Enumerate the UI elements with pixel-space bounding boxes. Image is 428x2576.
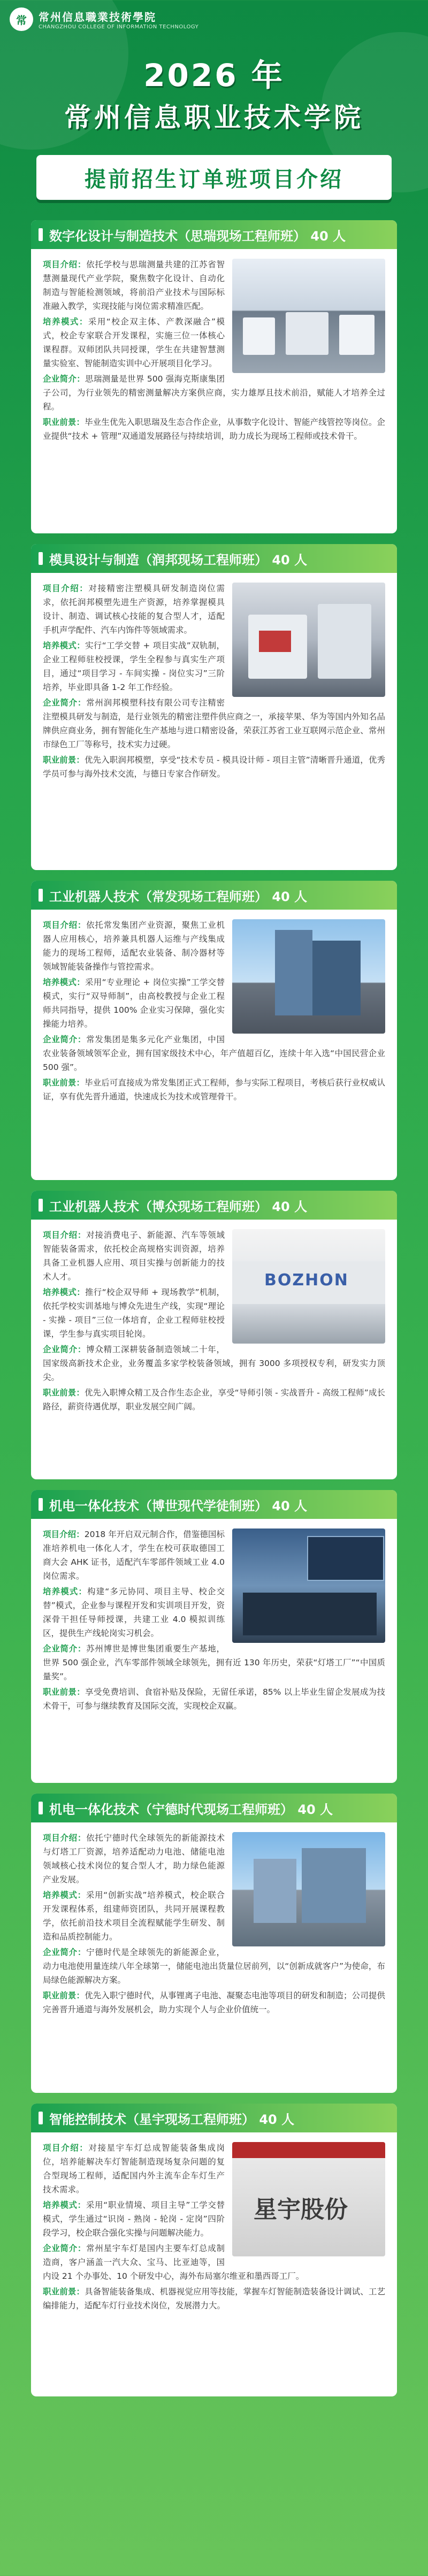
logo-text: 常州信息職業技術學院 [39,11,156,24]
label-intro: 项目介绍： [43,584,89,593]
intro-text: 对接星宇车灯总成智能装备集成岗位，培养能解决车灯智能制造现场复杂问题的复合型现场工程师，适配国内外主流车企车灯生产技术需求。 [43,2143,225,2194]
label-intro: 项目介绍： [43,1530,85,1539]
field-enterprise [43,372,385,414]
prospect-text: 毕业后可直接成为常发集团正式工程师，参与实际工程项目，考核后获行业权威认证，享有优先晋升通道，快速成长为技术或管理骨干。 [43,1078,385,1101]
card-body [31,573,397,792]
field-prospect [43,2285,385,2313]
prospect-text: 优先入职博众精工及合作生态企业，享受“导师引领 - 实战晋升 - 高级工程师”成长路径，薪资待遇优厚，职业发展空间广阔。 [43,1388,385,1411]
card-title: 机电一体化技术（博世现代学徒制班） 40 人 [49,1498,308,1514]
field-enterprise [43,696,385,751]
field-prospect [43,753,385,781]
card-header [31,881,397,910]
company-sign: 星宇股份 [254,2196,348,2223]
intro-text: 对接消费电子、新能源、汽车等领域智能装备需求，依托校企高规格实训资源，培养具备工业机器人应用、项目实操与创新能力的技术人才。 [43,1230,225,1282]
prospect-text: 毕业生优先入职思瑞及生态合作企业，从事数字化设计、智能产线管控等岗位。企业提供“技术 + 管理”双通道发展路径与持续培训，助力成长为现场工程师或技术骨干。 [43,417,385,441]
label-prospect: 职业前景： [43,417,85,427]
enterprise-text: 博众精工深耕装备制造领域二十年，国家级高新技术企业，业务覆盖多家学校装备领域，拥有 3000 多项授权专利，研发实力顶尖。 [43,1345,385,1382]
program-card-7 [31,2104,397,2396]
label-intro: 项目介绍： [43,260,87,269]
label-prospect: 职业前景： [43,755,85,765]
field-prospect [43,1386,385,1414]
program-photo [232,1528,385,1643]
card-body [31,1519,397,1724]
card-header [31,220,397,249]
card-body [31,1822,397,2028]
label-prospect: 职业前景： [43,1078,85,1088]
prospect-text: 具备智能装备集成、机器视觉应用等技能，掌握车灯智能制造装备设计调试、工艺编排能力，适配车灯行业技术岗位，发展潜力大。 [43,2287,385,2310]
label-enterprise: 企业简介： [43,1345,87,1354]
label-mode: 培养模式： [43,1587,87,1596]
card-title: 工业机器人技术（常发现场工程师班） 40 人 [49,889,308,904]
logo-emblem-icon: 常 [10,7,33,31]
page-title: 提前招生订单班项目介绍 [85,167,343,192]
prospect-text: 优先入职宁德时代，从事锂离子电池、凝聚态电池等项目的研发和制造；公司提供完善晋升通道与海外发展机会，助力实现个人与企业价值统一。 [43,1991,385,2014]
program-card-3 [31,881,397,1180]
card-title: 智能控制技术（星宇现场工程师班） 40 人 [49,2112,295,2127]
program-card-1 [31,220,397,533]
mode-text: 采用“校企双主体、产教深融合”模式，校企专家联合开发课程，实施三位一体核心课程群。双师团队共同授课，学生在共建智慧测量实验室、智能制造实训中心开展项目化学习。 [43,317,225,368]
label-enterprise: 企业简介： [43,1035,87,1044]
card-body [31,2132,397,2324]
intro-text: 依托学校与思瑞测量共建的江苏省智慧测量现代产业学院，聚焦数字化设计、自动化制造与智能检测领域，将前沿产业技术与国际标准融入教学，实现技能与岗位需求精准匹配。 [43,260,225,311]
intro-text: 2018 年开启双元制合作，借鉴德国标准培养机电一体化人才，学生在校可获取德国工商大会 AHK 证书，适配汽车零部件领域工业 4.0 岗位需求。 [43,1530,225,1581]
field-prospect [43,1685,385,1713]
label-prospect: 职业前景： [43,1991,85,2000]
card-body [31,1220,397,1425]
enterprise-text: 常州润邦模塑科技有限公司专注精密注塑模具研发与制造，是行业领先的精密注塑件供应商之一，承接苹果、华为等国内外知名品牌供应商业务，拥有智能化生产基地与进口精密设备，荣获江苏省工业互联网示范企业、常州市绿色工厂等称号，技术实力过硬。 [43,698,385,749]
card-header [31,2104,397,2132]
label-mode: 培养模式： [43,641,85,650]
field-enterprise [43,1033,385,1074]
label-prospect: 职业前景： [43,1388,85,1398]
prospect-text: 优先入职润邦模塑，享受“技术专员 - 模具设计师 - 项目主管”清晰晋升通道，优秀学员可参与海外技术交流，与德日专家合作研发。 [43,755,385,779]
mode-text: 构建“多元协同、项目主导、校企交替”模式，企业参与课程开发和实训项目开发，资深骨干担任导师授课，共建工业 4.0 模拟训练区，提供生产线轮岗实习机会。 [43,1587,225,1638]
program-card-4 [31,1191,397,1479]
card-body [31,910,397,1115]
enterprise-text: 常发集团是集多元化产业集团，中国农业装备领域领军企业，拥有国家级技术中心，年产值超百亿，连续十年入选“中国民营企业 500 强”。 [43,1035,385,1072]
enterprise-text: 思瑞测量是世界 500 强海克斯康集团子公司，为行业领先的精密测量解决方案供应商，实力雄厚且技术前沿，赋能人才培养全过程。 [43,374,385,412]
card-header [31,1490,397,1519]
label-mode: 培养模式： [43,2200,86,2210]
mode-text: 采用“职业情境、项目主导”工学交替模式，学生通过“识岗 - 熟岗 - 轮岗 - 定岗”四阶段学习，校企联合强化实操与问题解决能力。 [43,2200,225,2238]
mode-text: 采用“创新实战”培养模式，校企联合开发课程体系，组建师资团队，共同开展课程教学，依托前沿技术项目全流程赋能学生研发、制造和品质控制能力。 [43,1890,225,1942]
label-mode: 培养模式： [43,1890,86,1900]
label-enterprise: 企业简介： [43,1644,87,1654]
label-enterprise: 企业简介： [43,1947,87,1957]
logo-subtext: CHANGZHOU COLLEGE OF INFORMATION TECHNOLOGY [39,24,199,30]
card-header [31,1191,397,1220]
card-header [31,544,397,573]
label-intro: 项目介绍： [43,920,87,930]
field-prospect [43,1076,385,1104]
enterprise-text: 常州星宇车灯是国内主要车灯总成制造商，客户涵盖一汽大众、宝马、比亚迪等，国内设 21 个办事处、10 个研发中心，海外布局塞尔维亚和墨西哥工厂。 [43,2244,304,2281]
field-prospect [43,415,385,443]
building-sign: BOZHON [264,1271,349,1290]
mode-text: 采用“专业理论 + 岗位实操”工学交替模式，实行“双导师制”，由高校教授与企业工程师共同指导，提供 100% 企业实习保障，强化实操能力培养。 [43,977,225,1029]
hero-school-name: 常州信息职业技术学院 [64,102,364,133]
field-enterprise [43,1343,385,1384]
label-mode: 培养模式： [43,317,88,327]
label-mode: 培养模式： [43,1287,85,1297]
label-mode: 培养模式： [43,977,85,987]
program-photo [232,1832,385,1946]
header-bar [0,0,428,43]
label-prospect: 职业前景： [43,1687,86,1697]
subtitle-banner [36,155,392,200]
program-photo [232,583,385,697]
field-prospect [43,1989,385,2016]
card-header [31,1794,397,1822]
label-enterprise: 企业简介： [43,374,86,384]
mode-text: 实行“工学交替 + 项目实战”双轨制，企业工程师驻校授课，学生全程参与真实生产项目，通过“项目学习 - 车间实操 - 岗位实习”三阶培养，毕业即具备 1-2 年工作经验。 [43,641,225,692]
card-title: 工业机器人技术（博众现场工程师班） 40 人 [49,1199,308,1214]
label-enterprise: 企业简介： [43,698,87,708]
program-card-6 [31,1794,397,2093]
card-title: 数字化设计与制造技术（思瑞现场工程师班） 40 人 [49,228,346,244]
prospect-text: 享受免费培训、食宿补贴及保险，无留任承诺，85% 以上毕业生留企发展成为技术骨干，可参与继续教育及国际交流，实现校企双赢。 [43,1687,385,1711]
label-prospect: 职业前景： [43,2287,85,2296]
intro-text: 依托常发集团产业资源，聚焦工业机器人应用核心，培养兼具机器人运维与产线集成能力的现场工程师，适配农业装备、制冷器材等领域智能装备操作与管控需求。 [43,920,225,972]
card-body [31,249,397,454]
enterprise-text: 苏州博世是博世集团重要生产基地，世界 500 强企业，汽车零部件领域全球领先，拥有近 130 年历史，荣获“灯塔工厂”“中国质量奖”。 [43,1644,385,1681]
program-photo [232,2142,385,2256]
program-photo [232,919,385,1034]
mode-text: 推行“校企双导师 + 现场教学”机制，依托学校实训基地与博众先进生产线，实现“理论 - 实操 - 项目”三位一体培育，企业工程师驻校授课，学生参与真实项目轮岗。 [43,1287,225,1339]
label-enterprise: 企业简介： [43,2244,87,2253]
program-card-2 [31,544,397,870]
label-intro: 项目介绍： [43,1833,87,1843]
field-enterprise [43,1945,385,1987]
hero-year: 2026 年 [143,57,285,94]
enterprise-text: 宁德时代是全球领先的新能源企业，动力电池使用量连续八年全球第一，储能电池出货量位居前列，以“创新成就客户”为使命，布局绿色能源解决方案。 [43,1947,385,1985]
program-photo [232,259,385,373]
label-intro: 项目介绍： [43,2143,89,2153]
card-title: 模具设计与制造（润邦现场工程师班） 40 人 [49,552,308,568]
program-card-5 [31,1490,397,1783]
intro-text: 对接精密注塑模具研发制造岗位需求，依托润邦模塑先进生产资源，培养掌握模具设计、制造、调试核心技能的复合型人才，适配手机声学配件、汽车内饰件等领域需求。 [43,584,225,635]
field-enterprise [43,1642,385,1683]
hero [0,59,428,135]
program-photo [232,1229,385,1344]
intro-text: 依托宁德时代全球领先的新能源技术与灯塔工厂资源，培养适配动力电池、储能电池领域核心技术岗位的复合型人才，助力绿色能源产业发展。 [43,1833,225,1884]
school-logo [10,7,198,31]
label-intro: 项目介绍： [43,1230,87,1240]
card-title: 机电一体化技术（宁德时代现场工程师班） 40 人 [49,1802,333,1817]
